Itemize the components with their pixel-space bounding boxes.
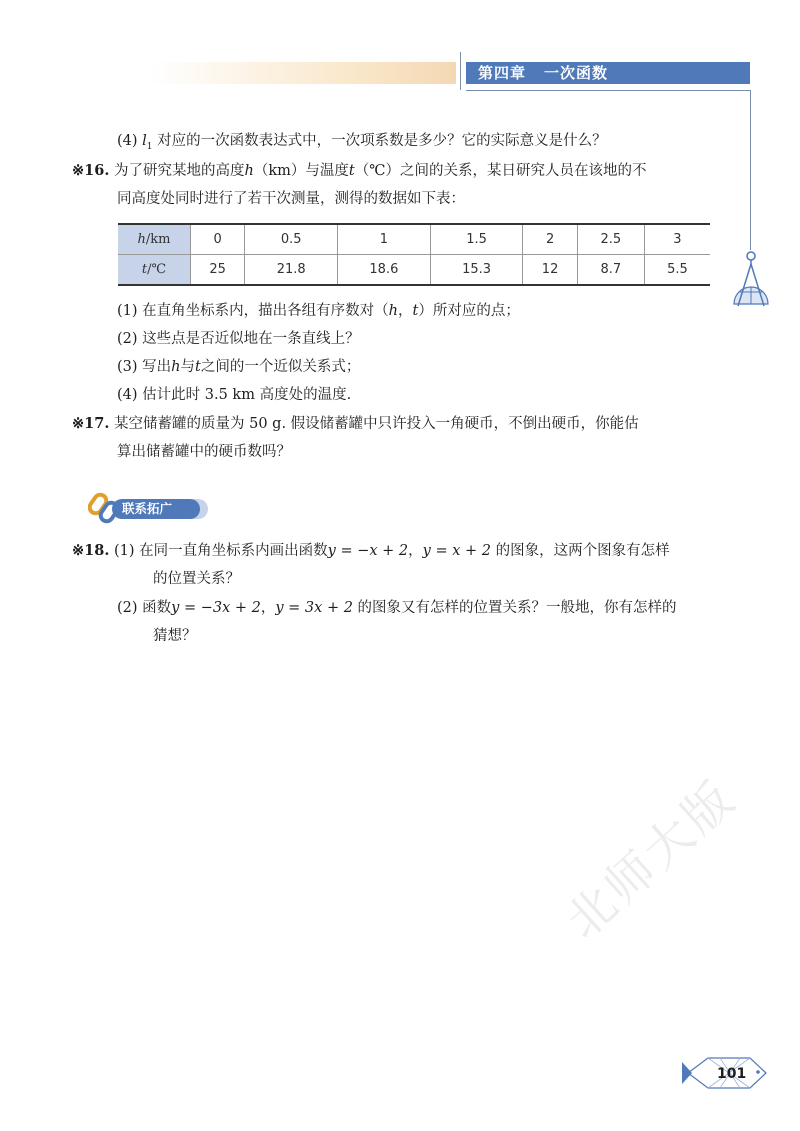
table-cell: 15.3	[430, 255, 523, 286]
chapter-title: 一次函数	[544, 64, 609, 82]
table-cell: 0.5	[245, 224, 338, 255]
chain-link-icon	[88, 491, 122, 525]
table-cell: 5.5	[644, 255, 710, 286]
q18-part1-line2: 的位置关系？	[153, 571, 240, 587]
q16-part1: (1) 在直角坐标系内，描出各组有序数对（h，t）所对应的点；	[117, 303, 520, 319]
margin-rule	[750, 90, 751, 250]
table-cell: 2.5	[577, 224, 644, 255]
header-rule	[466, 90, 750, 91]
q16-line2: 同高度处同时进行了若干次测量，测得的数据如下表：	[117, 191, 465, 207]
q15-part4: (4) $l_1$ 对应的一次函数表达式中，一次项系数是多少？它的实际意义是什么？	[117, 133, 607, 152]
header-divider	[460, 52, 461, 90]
q16-part4: (4) 估计此时 3.5 km 高度处的温度.	[117, 387, 352, 403]
table-cell: 1.5	[430, 224, 523, 255]
q18-part2: (2) 函数y = −3x + 2，y = 3x + 2 的图象又有怎样的位置关系？一般地，你有怎样的	[117, 600, 677, 616]
q16-line1: ※16. 为了研究某地的高度h（km）与温度t（℃）之间的关系，某日研究人员在该地的不	[72, 162, 647, 179]
table-cell: 1	[338, 224, 431, 255]
q18-part2-line2: 猜想？	[153, 628, 197, 644]
table-row	[118, 224, 710, 255]
table-cell: 18.6	[338, 255, 431, 286]
compass-icon	[730, 250, 772, 308]
chapter-label: 第四章	[478, 64, 527, 82]
q17-line2: 算出储蓄罐中的硬币数吗？	[117, 444, 291, 460]
table-cell: 3	[644, 224, 710, 255]
table-header-t: t/℃	[118, 255, 191, 286]
table-cell: 0	[191, 224, 245, 255]
table-cell: 25	[191, 255, 245, 286]
table-cell: 12	[523, 255, 577, 286]
q16-part3: (3) 写出h与t之间的一个近似关系式；	[117, 359, 361, 375]
table-cell: 2	[523, 224, 577, 255]
page-number: 101	[717, 1066, 747, 1082]
section-title: 联系拓广	[112, 499, 200, 519]
table-cell: 21.8	[245, 255, 338, 286]
header-decoration	[150, 62, 456, 84]
section-badge	[88, 491, 218, 525]
q16-part2: (2) 这些点是否近似地在一条直线上？	[117, 331, 360, 347]
q18-part1: ※18. (1) 在同一直角坐标系内画出函数y = −x + 2，y = x + 2 的图象，这两个图象有怎样	[72, 542, 670, 559]
table-row	[118, 255, 710, 286]
height-temperature-table	[118, 223, 710, 286]
publisher-watermark: 北师大版	[555, 768, 748, 950]
q17-line1: ※17. 某空储蓄罐的质量为 50 g. 假设储蓄罐中只许投入一角硬币，不倒出硬币，你能估	[72, 415, 639, 432]
chapter-header	[466, 62, 750, 84]
table-cell: 8.7	[577, 255, 644, 286]
table-header-h: h/km	[118, 224, 191, 255]
